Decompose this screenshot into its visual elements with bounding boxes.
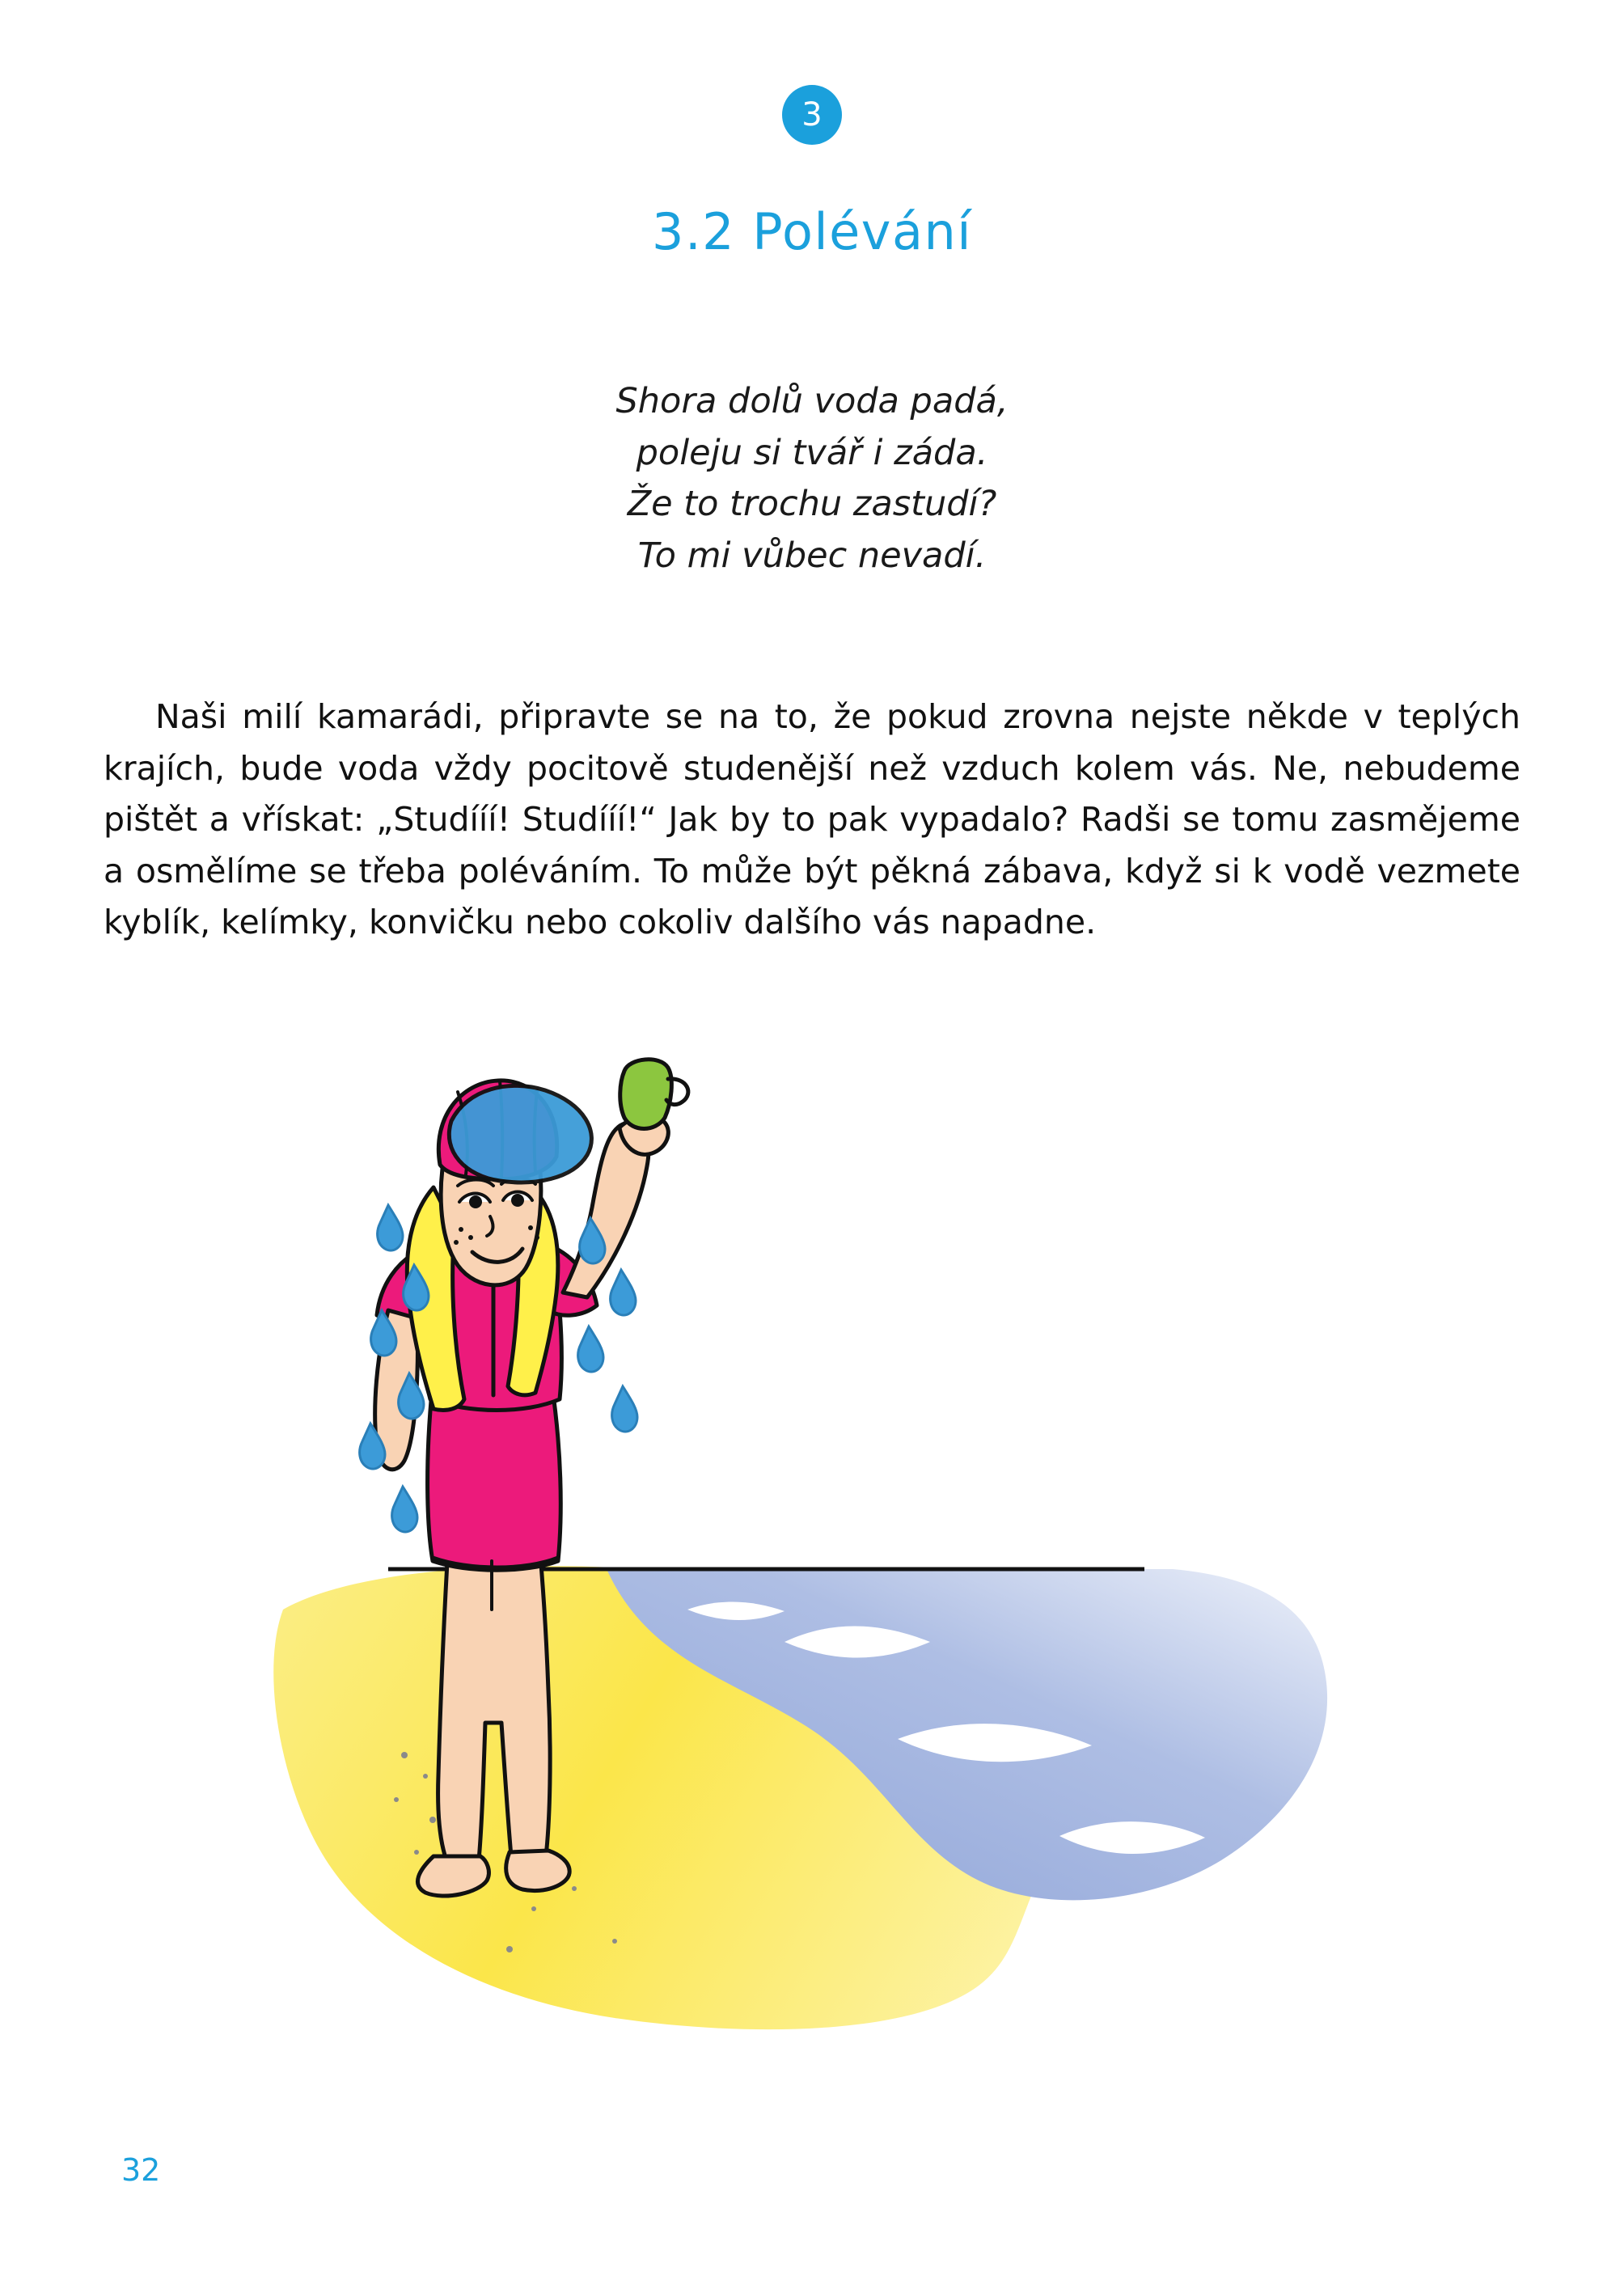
body-text bbox=[104, 692, 1520, 949]
poem-line: To mi vůbec nevadí. bbox=[637, 535, 987, 576]
illustration-girl-pouring-water bbox=[267, 1043, 1343, 2127]
body-paragraph: Naši milí kamarádi, připravte se na to, že pokud zrovna nejste někde v teplých krajích, bude voda vždy pocitově studenější než vzduch kolem vás. Ne, nebudeme pištět a vřískat: „Studííí! Studííí!“ Jak by to pak vypadalo? Radši se tomu zasmějeme a osmělíme se třeba poléváním. To může být pěkná zábava, když si k vodě vezmete kyblík, kelímky, konvičku nebo cokoliv dalšího vás napadne. bbox=[104, 697, 1520, 942]
poem-line: poleju si tvář i záda. bbox=[636, 432, 988, 473]
page-title: 3.2 Polévání bbox=[652, 202, 972, 261]
poem-line: Shora dolů voda padá, bbox=[615, 381, 1009, 421]
chapter-badge: 3 bbox=[782, 85, 842, 145]
page-number: 32 bbox=[121, 2152, 161, 2188]
poem bbox=[0, 376, 1624, 582]
poem-line: Že to trochu zastudí? bbox=[627, 484, 997, 525]
